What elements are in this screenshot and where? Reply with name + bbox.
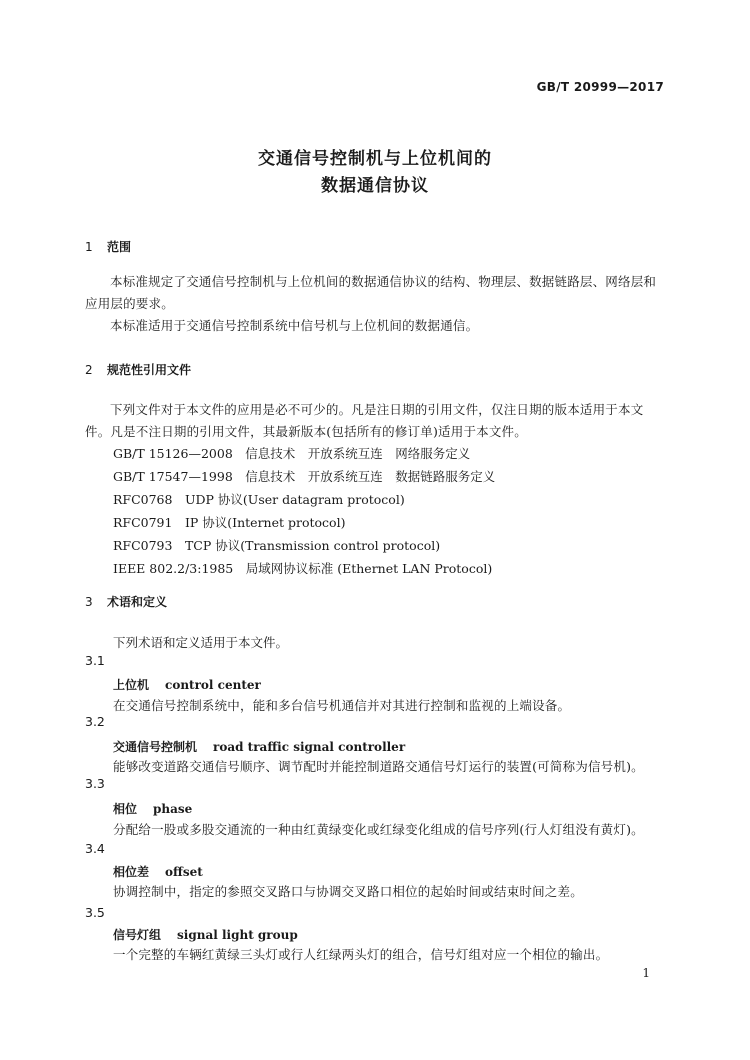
term-en: control center xyxy=(165,678,261,692)
term-en: offset xyxy=(165,865,203,879)
term-number: 3.4 xyxy=(85,841,105,856)
reference-item: GB/T 15126—2008 信息技术 开放系统互连 网络服务定义 xyxy=(113,446,471,461)
term-title xyxy=(113,738,405,755)
section-1-paragraph-2: 本标准适用于交通信号控制系统中信号机与上位机间的数据通信。 xyxy=(110,318,479,333)
term-title xyxy=(113,863,203,880)
term-en: road traffic signal controller xyxy=(213,740,406,754)
term-definition: 一个完整的车辆红黄绿三头灯或行人红绿两头灯的组合，信号灯组对应一个相位的输出。 xyxy=(113,947,609,962)
reference-item: RFC0791 IP 协议(Internet protocol) xyxy=(113,515,346,530)
section-title: 范围 xyxy=(107,240,132,254)
title-line-2: 数据通信协议 xyxy=(321,176,429,196)
term-definition: 能够改变道路交通信号顺序、调节配时并能控制道路交通信号灯运行的装置(可简称为信号机)。 xyxy=(113,759,644,774)
term-en: signal light group xyxy=(177,928,298,942)
term-number: 3.1 xyxy=(85,653,105,668)
term-cn: 交通信号控制机 xyxy=(113,740,198,754)
reference-item: RFC0793 TCP 协议(Transmission control protocol) xyxy=(113,538,441,553)
term-number: 3.3 xyxy=(85,776,105,791)
term-cn: 相位差 xyxy=(113,865,150,879)
term-title xyxy=(113,926,298,943)
reference-item: GB/T 17547—1998 信息技术 开放系统互连 数据链路服务定义 xyxy=(113,469,496,484)
page-number: 1 xyxy=(642,966,650,980)
section-number: 3 xyxy=(85,595,93,609)
term-en: phase xyxy=(153,802,193,816)
term-definition: 分配给一股或多股交通流的一种由红黄绿变化或红绿变化组成的信号序列(行人灯组没有黄灯)。 xyxy=(113,822,644,837)
section-1-heading xyxy=(85,238,131,255)
standard-code: GB/T 20999—2017 xyxy=(536,80,664,94)
reference-item: RFC0768 UDP 协议(User datagram protocol) xyxy=(113,492,405,507)
section-number: 1 xyxy=(85,240,93,254)
section-title: 术语和定义 xyxy=(107,595,168,609)
document-title xyxy=(0,146,750,200)
term-definition: 在交通信号控制系统中，能和多台信号机通信并对其进行控制和监视的上端设备。 xyxy=(113,698,571,713)
section-2-heading xyxy=(85,361,191,378)
section-title: 规范性引用文件 xyxy=(107,363,192,377)
term-cn: 上位机 xyxy=(113,678,150,692)
section-number: 2 xyxy=(85,363,93,377)
reference-item: IEEE 802.2/3:1985 局域网协议标准 (Ethernet LAN Protocol) xyxy=(113,561,493,576)
term-number: 3.5 xyxy=(85,905,105,920)
term-title xyxy=(113,800,192,817)
term-definition: 协调控制中，指定的参照交叉路口与协调交叉路口相位的起始时间或结束时间之差。 xyxy=(113,884,583,899)
term-cn: 相位 xyxy=(113,802,138,816)
term-title xyxy=(113,676,261,693)
term-number: 3.2 xyxy=(85,714,105,729)
section-3-intro: 下列术语和定义适用于本文件。 xyxy=(113,635,289,650)
section-1-paragraph-1: 本标准规定了交通信号控制机与上位机间的数据通信协议的结构、物理层、数据链路层、网络层和应用层的要求。 xyxy=(85,274,657,311)
title-line-1: 交通信号控制机与上位机间的 xyxy=(258,149,492,169)
term-cn: 信号灯组 xyxy=(113,928,162,942)
section-3-heading xyxy=(85,593,167,610)
section-2-intro: 下列文件对于本文件的应用是必不可少的。凡是注日期的引用文件，仅注日期的版本适用于本文件。凡是不注日期的引用文件，其最新版本(包括所有的修订单)适用于本文件。 xyxy=(85,402,644,439)
